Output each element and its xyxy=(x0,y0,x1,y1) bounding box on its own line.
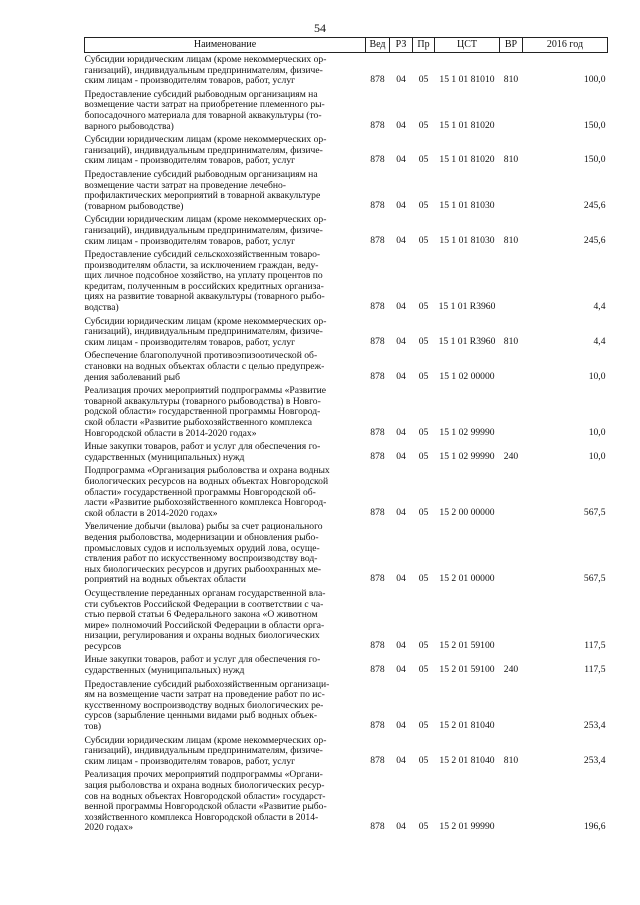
row-ved: 878 xyxy=(370,234,385,246)
row-amount: 100,0 xyxy=(583,74,606,86)
row-pr: 05 xyxy=(418,821,429,833)
row-name: Реализация прочих мероприятий подпрограммы «Органи- зация рыболовства и охрана водных биологических ресур- сов на водных объектах Новгородской области» государст- венной программы Новгородской области «Развитие рыбо- хозяйственного комплекса Новгородской области в 2014- 2020 годах» xyxy=(84,769,327,834)
row-cst: 15 2 01 99990 xyxy=(439,821,495,833)
row-pr: 05 xyxy=(418,664,429,676)
row-name: Предоставление субсидий сельскохозяйственным товаро- производителям области, за исключением граждан, веду- щих личное подсобное хозяйство, на уплату процентов по кредитам, полученным в российских кредитных организа- циях на развитие товарной аквакультуры (товарного рыбо- водства) xyxy=(84,249,325,314)
row-amount: 567,5 xyxy=(583,573,606,585)
row-ved: 878 xyxy=(370,199,385,211)
row-ved: 878 xyxy=(370,506,385,518)
row-amount: 4,4 xyxy=(593,301,606,313)
row-name: Предоставление субсидий рыбоводным организациям на возмещение части затрат на проведение лечебно- профилактических мероприятий в товарной аквакультуре (товарном рыбоводстве) xyxy=(84,168,321,212)
row-name: Иные закупки товаров, работ и услуг для обеспечения го- сударственных (муниципальных) нужд xyxy=(84,441,321,463)
table-row xyxy=(85,88,608,133)
row-name: Реализация прочих мероприятий подпрограммы «Развитие товарной аквакультуры (товарного рыбоводства) в Новго- родской области» государственной программы Новгород- ской области «Развитие рыбохозяйственного комплекса Новгородской области в 2014-2020 годах» xyxy=(84,385,327,439)
row-cst: 15 1 01 R3960 xyxy=(438,301,496,313)
row-amount: 150,0 xyxy=(583,154,606,166)
row-amount: 117,5 xyxy=(584,664,606,676)
row-vr: 810 xyxy=(503,234,519,246)
row-pr: 05 xyxy=(418,301,429,313)
row-ved: 878 xyxy=(370,119,385,131)
row-pr: 05 xyxy=(418,74,429,86)
row-ved: 878 xyxy=(370,426,385,438)
row-vr xyxy=(500,168,523,213)
row-cst: 15 2 01 59100 xyxy=(439,639,495,651)
table-row xyxy=(85,464,608,520)
table-row xyxy=(85,168,608,213)
row-amount: 117,5 xyxy=(584,639,606,651)
row-pr: 05 xyxy=(418,720,429,732)
row-cst: 15 2 01 00000 xyxy=(439,573,495,585)
table-row xyxy=(85,349,608,384)
table-row xyxy=(85,678,608,734)
row-vr xyxy=(500,384,523,440)
row-name: Обеспечение благополучной противоэпизоотической об- становки на водных объектах области с целью предупреж- дения заболеваний рыб xyxy=(84,350,325,383)
table-row xyxy=(85,213,608,248)
row-pr: 05 xyxy=(418,370,429,382)
table-row xyxy=(85,587,608,654)
row-amount: 253,4 xyxy=(583,754,606,766)
header-name: Наименование xyxy=(85,38,366,53)
row-cst: 15 1 01 81020 xyxy=(439,119,495,131)
row-rz: 04 xyxy=(396,234,406,246)
row-pr: 05 xyxy=(418,754,429,766)
table-row xyxy=(85,520,608,587)
row-rz: 04 xyxy=(396,335,406,347)
row-ved: 878 xyxy=(370,639,385,651)
row-cst: 15 2 01 59100 xyxy=(439,664,495,676)
row-pr: 05 xyxy=(418,450,429,462)
row-rz: 04 xyxy=(396,74,406,86)
row-pr: 05 xyxy=(418,426,429,438)
header-ved: Вед xyxy=(366,38,390,53)
row-ved: 878 xyxy=(370,754,385,766)
row-cst: 15 1 01 R3960 xyxy=(438,335,496,347)
row-rz: 04 xyxy=(396,573,406,585)
row-amount: 196,6 xyxy=(583,821,606,833)
row-vr: 810 xyxy=(503,754,519,766)
table-row xyxy=(85,653,608,677)
page-number: 54 xyxy=(314,21,326,35)
row-cst: 15 2 01 81040 xyxy=(439,720,495,732)
row-name: Предоставление субсидий рыбохозяйственным организаци- ям на возмещение части затрат на проведение работ по ис- кусственному воспроизводству водных биологических ре- сурсов (зарыбление ценными видами рыб водных объек- тов) xyxy=(84,678,330,733)
table-row xyxy=(85,440,608,464)
row-amount: 10,0 xyxy=(588,370,606,382)
row-pr: 05 xyxy=(418,154,429,166)
row-name: Субсидии юридическим лицам (кроме некоммерческих ор- ганизаций), индивидуальным предпринимателям, физиче- ским лицам - производителям товаров, работ, услуг xyxy=(84,315,327,348)
row-amount: 10,0 xyxy=(588,426,606,438)
row-vr xyxy=(500,349,523,384)
row-cst: 15 1 01 81010 xyxy=(439,74,495,86)
row-rz: 04 xyxy=(396,301,406,313)
row-cst: 15 1 02 99990 xyxy=(439,450,495,462)
row-amount: 150,0 xyxy=(583,119,606,131)
row-amount: 245,6 xyxy=(583,234,606,246)
table-row xyxy=(85,133,608,168)
row-cst: 15 1 01 81030 xyxy=(439,199,495,211)
row-name: Увеличение добычи (вылова) рыбы за счет рационального ведения рыболовства, модернизации и обновления рыбо- промысловых судов и используемых орудий лова, осуще- ствления работ по искусственному воспроизводству вод- ных биологических ресурсов и других рыбоохранных ме- роприятий на водных объектах области xyxy=(84,521,323,586)
row-rz: 04 xyxy=(396,720,406,732)
row-vr xyxy=(500,768,523,835)
header-cst: ЦСТ xyxy=(435,38,500,53)
table-body xyxy=(85,53,608,835)
row-cst: 15 1 02 00000 xyxy=(439,370,495,382)
row-name: Осуществление переданных органам государственной вла- сти субъектов Российской Федерации в соответствии с ча- стью первой статьи 6 Федерального закона «О животном мире» полномочий Российской Федерации в области орга- низации, регулирования и охраны водных биологических ресурсов xyxy=(84,587,326,652)
row-cst: 15 2 01 81040 xyxy=(439,754,495,766)
row-ved: 878 xyxy=(370,370,385,382)
row-vr xyxy=(500,587,523,654)
row-name: Иные закупки товаров, работ и услуг для обеспечения го- сударственных (муниципальных) нужд xyxy=(84,654,321,677)
row-rz: 04 xyxy=(396,370,406,382)
row-vr: 240 xyxy=(503,450,519,462)
header-vr: ВР xyxy=(500,38,523,53)
table-row xyxy=(85,53,608,88)
header-rz: РЗ xyxy=(390,38,413,53)
table-header-row xyxy=(85,38,608,53)
row-cst: 15 1 01 81020 xyxy=(439,154,495,166)
row-vr xyxy=(500,464,523,520)
row-rz: 04 xyxy=(396,754,406,766)
row-ved: 878 xyxy=(370,154,385,166)
row-name: Предоставление субсидий рыбоводным организациям на возмещение части затрат на приобретение племенного ры- бопосадочного материала для товарной аквакультуры (то- варного рыбоводства) xyxy=(84,88,325,132)
row-rz: 04 xyxy=(396,199,406,211)
row-rz: 04 xyxy=(396,450,406,462)
row-ved: 878 xyxy=(370,335,385,347)
row-name: Субсидии юридическим лицам (кроме некоммерческих ор- ганизаций), индивидуальным предпринимателям, физиче- ским лицам - производителям товаров, работ, услуг xyxy=(84,214,327,247)
row-name: Субсидии юридическим лицам (кроме некоммерческих ор- ганизаций), индивидуальным предпринимателям, физиче- ским лицам - производителям товаров, работ, услуг xyxy=(84,734,327,767)
row-vr: 240 xyxy=(503,664,519,676)
row-vr: 810 xyxy=(503,74,519,86)
row-rz: 04 xyxy=(396,426,406,438)
table-row xyxy=(85,248,608,315)
row-ved: 878 xyxy=(370,664,385,676)
row-ved: 878 xyxy=(370,74,385,86)
table-row xyxy=(85,734,608,769)
table-row xyxy=(85,768,608,835)
row-vr: 810 xyxy=(503,335,519,347)
row-name: Субсидии юридическим лицам (кроме некоммерческих ор- ганизаций), индивидуальным предпринимателям, физиче- ским лицам - производителям товаров, работ, услуг xyxy=(84,54,327,87)
header-pr: Пр xyxy=(413,38,435,53)
table-row xyxy=(85,315,608,350)
row-cst: 15 2 00 00000 xyxy=(439,506,495,518)
row-ved: 878 xyxy=(370,450,385,462)
budget-table xyxy=(84,37,608,835)
row-ved: 878 xyxy=(370,821,385,833)
row-ved: 878 xyxy=(370,301,385,313)
row-pr: 05 xyxy=(418,573,429,585)
row-cst: 15 1 02 99990 xyxy=(439,426,495,438)
row-pr: 05 xyxy=(418,506,429,518)
row-pr: 05 xyxy=(418,335,429,347)
row-pr: 05 xyxy=(418,234,429,246)
row-pr: 05 xyxy=(418,199,429,211)
table-row xyxy=(85,384,608,440)
row-rz: 04 xyxy=(396,154,406,166)
row-pr: 05 xyxy=(418,119,429,131)
header-year: 2016 год xyxy=(523,38,608,53)
row-amount: 4,4 xyxy=(593,335,606,347)
row-amount: 253,4 xyxy=(583,720,606,732)
row-ved: 878 xyxy=(370,720,385,732)
row-vr xyxy=(500,520,523,587)
row-amount: 567,5 xyxy=(583,506,606,518)
row-amount: 10,0 xyxy=(588,450,606,462)
row-name: Подпрограмма «Организация рыболовства и охрана водных биологических ресурсов на водных объектах Новгородской области» государственной программы Новгородской об- ласти «Развитие рыбохозяйственного комплекса Новгород- ской области в 2014-2020 годах» xyxy=(84,465,330,519)
row-name: Субсидии юридическим лицам (кроме некоммерческих ор- ганизаций), индивидуальным предпринимателям, физиче- ским лицам - производителям товаров, работ, услуг xyxy=(84,134,327,167)
row-vr: 810 xyxy=(503,154,519,166)
row-rz: 04 xyxy=(396,664,406,676)
row-cst: 15 1 01 81030 xyxy=(439,234,495,246)
row-rz: 04 xyxy=(396,639,406,651)
row-vr xyxy=(500,248,523,315)
row-ved: 878 xyxy=(370,573,385,585)
row-amount: 245,6 xyxy=(583,199,606,211)
row-vr xyxy=(500,88,523,133)
row-vr xyxy=(500,678,523,734)
row-rz: 04 xyxy=(396,119,406,131)
row-rz: 04 xyxy=(396,821,406,833)
row-rz: 04 xyxy=(396,506,406,518)
row-pr: 05 xyxy=(418,639,429,651)
